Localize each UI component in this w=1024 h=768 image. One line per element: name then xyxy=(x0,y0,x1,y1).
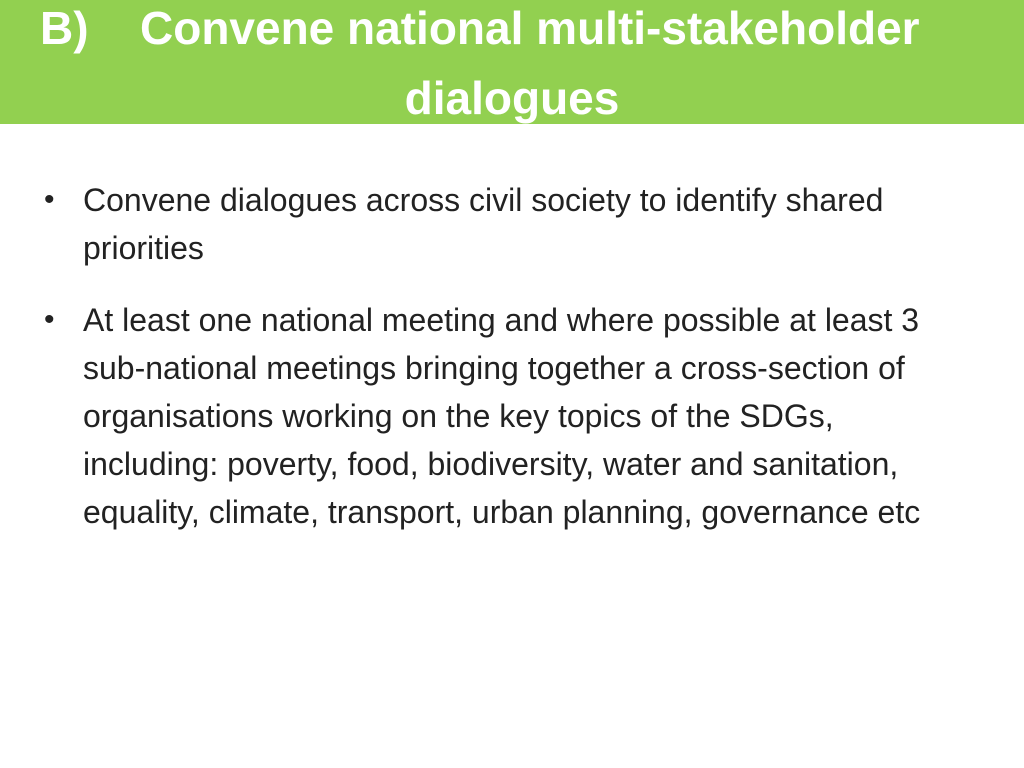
bullet-item xyxy=(0,296,1024,536)
slide-title-text-1: Convene national multi-stakeholder xyxy=(140,2,920,54)
title-marker: B) xyxy=(40,2,89,54)
bullet-text: At least one national meeting and where possible at least 3 sub-national meetings bringing together a cross-section of organisations working on the key topics of the SDGs, including: poverty, food, biodiversity, water and sanitation, equality, climate, transport, urban planning, governance etc xyxy=(83,302,921,530)
title-banner xyxy=(0,0,1024,124)
slide-title-line-2: dialogues xyxy=(404,72,620,124)
bullet-list xyxy=(0,176,1024,560)
bullet-icon: • xyxy=(44,183,55,216)
bullet-icon: • xyxy=(44,303,55,336)
bullet-item xyxy=(0,176,1024,272)
bullet-text: Convene dialogues across civil society to identify shared priorities xyxy=(83,182,884,266)
